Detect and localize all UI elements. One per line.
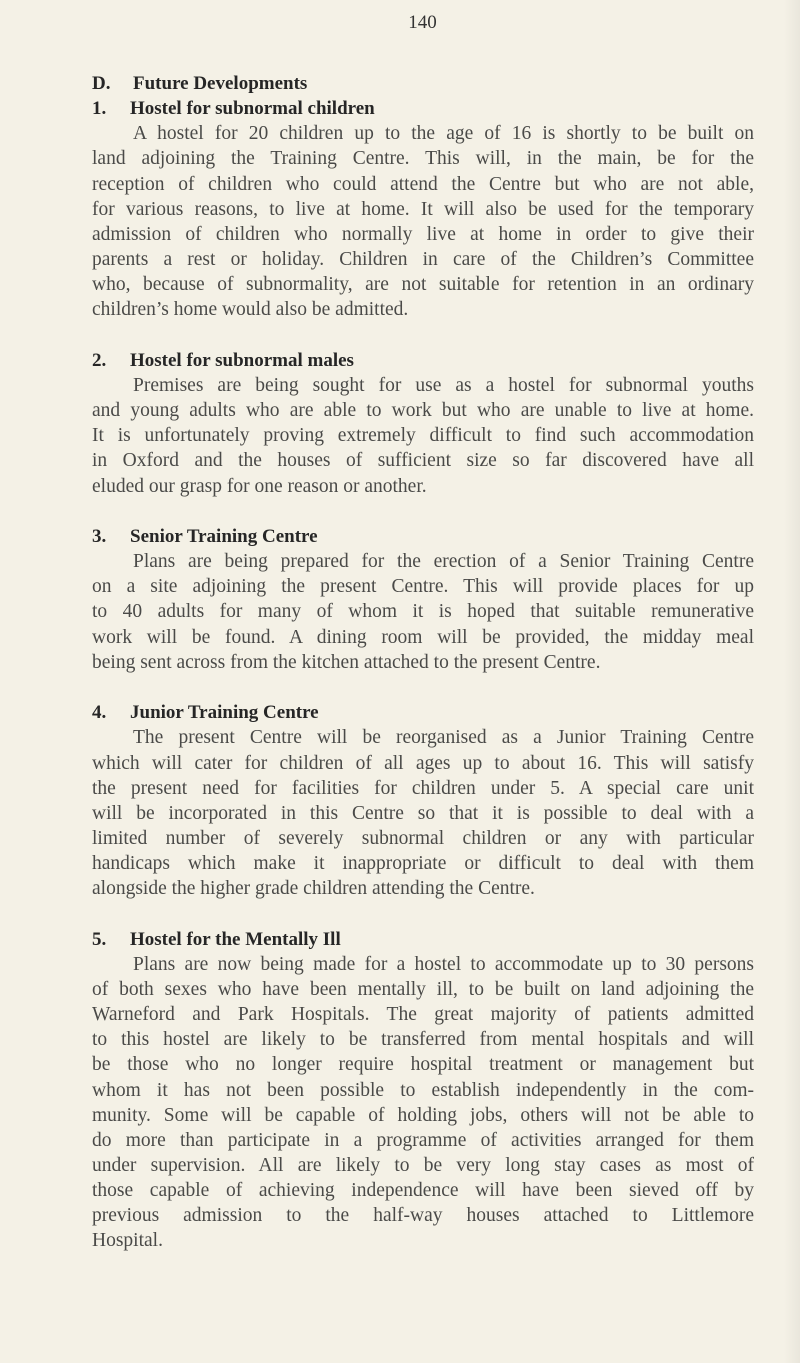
subsection-heading	[92, 348, 754, 373]
paragraph-line: to this hostel are likely to be transferred from mental hospitals and will	[92, 1029, 754, 1051]
paragraph-line: reception of children who could attend the Centre but who are not able,	[92, 173, 754, 195]
section-heading	[92, 71, 754, 96]
page-edge	[784, 0, 800, 1363]
paragraph-line: limited number of severely subnormal children or any with particular	[92, 827, 754, 849]
paragraph-line: eluded our grasp for one reason or another.	[92, 475, 427, 497]
paragraph-line: It is unfortunately proving extremely difficult to find such accommodation	[92, 425, 754, 447]
paragraph-line: alongside the higher grade children attending the Centre.	[92, 878, 535, 900]
subsection-heading	[92, 524, 754, 549]
paragraph-line: Warneford and Park Hospitals. The great majority of patients admitted	[92, 1004, 754, 1026]
section-spacer	[92, 901, 754, 926]
paragraph-line: to 40 adults for many of whom it is hoped that suitable remunerative	[92, 601, 754, 623]
subsection-number: 3.	[92, 526, 107, 548]
paragraph-line: the present need for facilities for children under 5. A special care unit	[92, 777, 754, 799]
subsection-title: Hostel for subnormal children	[130, 98, 375, 120]
paragraph-line: of both sexes who have been mentally ill, to be built on land adjoining the	[92, 979, 754, 1001]
paragraph-line: The present Centre will be reorganised as a Junior Training Centre	[133, 727, 754, 749]
subsection-title: Senior Training Centre	[130, 526, 318, 548]
paragraph-line: those capable of achieving independence will have been sieved off by	[92, 1180, 754, 1202]
section-heading-title: Future Developments	[133, 73, 308, 94]
subsection-number: 1.	[92, 98, 107, 120]
subsection-number: 2.	[92, 349, 107, 371]
paragraph-line: and young adults who are able to work but who are unable to live at home.	[92, 400, 754, 422]
subsection-title: Hostel for subnormal males	[130, 349, 354, 371]
subsection-title: Hostel for the Mentally Ill	[130, 928, 341, 950]
subsection-heading	[92, 700, 754, 725]
paragraph-line: will be incorporated in this Centre so that it is possible to deal with a	[92, 802, 754, 824]
paragraph-line: children’s home would also be admitted.	[92, 299, 409, 321]
page-number: 140	[408, 12, 437, 33]
paragraph-line: work will be found. A dining room will be provided, the midday meal	[92, 626, 754, 648]
document-body	[92, 71, 754, 1254]
paragraph-line: under supervision. All are likely to be very long stay cases as most of	[92, 1155, 754, 1177]
paragraph-line: munity. Some will be capable of holding jobs, others will not be able to	[92, 1104, 754, 1126]
paragraph-line: for various reasons, to live at home. It will also be used for the temporary	[92, 198, 754, 220]
paragraph-line: do more than participate in a programme of activities arranged for them	[92, 1129, 754, 1151]
section-heading-letter: D.	[92, 73, 111, 94]
paragraph-line: handicaps which make it inappropriate or difficult to deal with them	[92, 853, 754, 875]
paragraph-line: whom it has not been possible to establish independently in the com-	[92, 1079, 754, 1101]
section-spacer	[92, 675, 754, 700]
paragraph-line: Premises are being sought for use as a hostel for subnormal youths	[133, 374, 754, 396]
paragraph-line: being sent across from the kitchen attached to the present Centre.	[92, 651, 601, 673]
subsection-heading	[92, 927, 754, 952]
paragraph-line: in Oxford and the houses of sufficient size so far discovered have all	[92, 450, 754, 472]
subsection-heading	[92, 96, 754, 121]
section-spacer	[92, 322, 754, 347]
paragraph-line: Plans are now being made for a hostel to accommodate up to 30 persons	[133, 953, 754, 975]
paragraph-line: A hostel for 20 children up to the age of 16 is shortly to be built on	[133, 123, 754, 145]
paragraph-line: Plans are being prepared for the erection of a Senior Training Centre	[133, 551, 754, 573]
section-spacer	[92, 499, 754, 524]
paragraph-line: Hospital.	[92, 1230, 163, 1252]
paragraph-line: land adjoining the Training Centre. This will, in the main, be for the	[92, 148, 754, 170]
paragraph-line: previous admission to the half-way houses attached to Littlemore	[92, 1205, 754, 1227]
paragraph-line: parents a rest or holiday. Children in care of the Children’s Committee	[92, 248, 754, 270]
subsection-number: 4.	[92, 702, 107, 724]
paragraph-line: admission of children who normally live at home in order to give their	[92, 223, 754, 245]
paragraph-line: who, because of subnormality, are not suitable for retention in an ordinary	[92, 274, 754, 296]
subsection-title: Junior Training Centre	[130, 702, 319, 724]
subsection-number: 5.	[92, 928, 107, 950]
paragraph-line: which will cater for children of all ages up to about 16. This will satisfy	[92, 752, 754, 774]
paragraph-line: be those who no longer require hospital treatment or management but	[92, 1054, 754, 1076]
paragraph-line: on a site adjoining the present Centre. This will provide places for up	[92, 576, 754, 598]
